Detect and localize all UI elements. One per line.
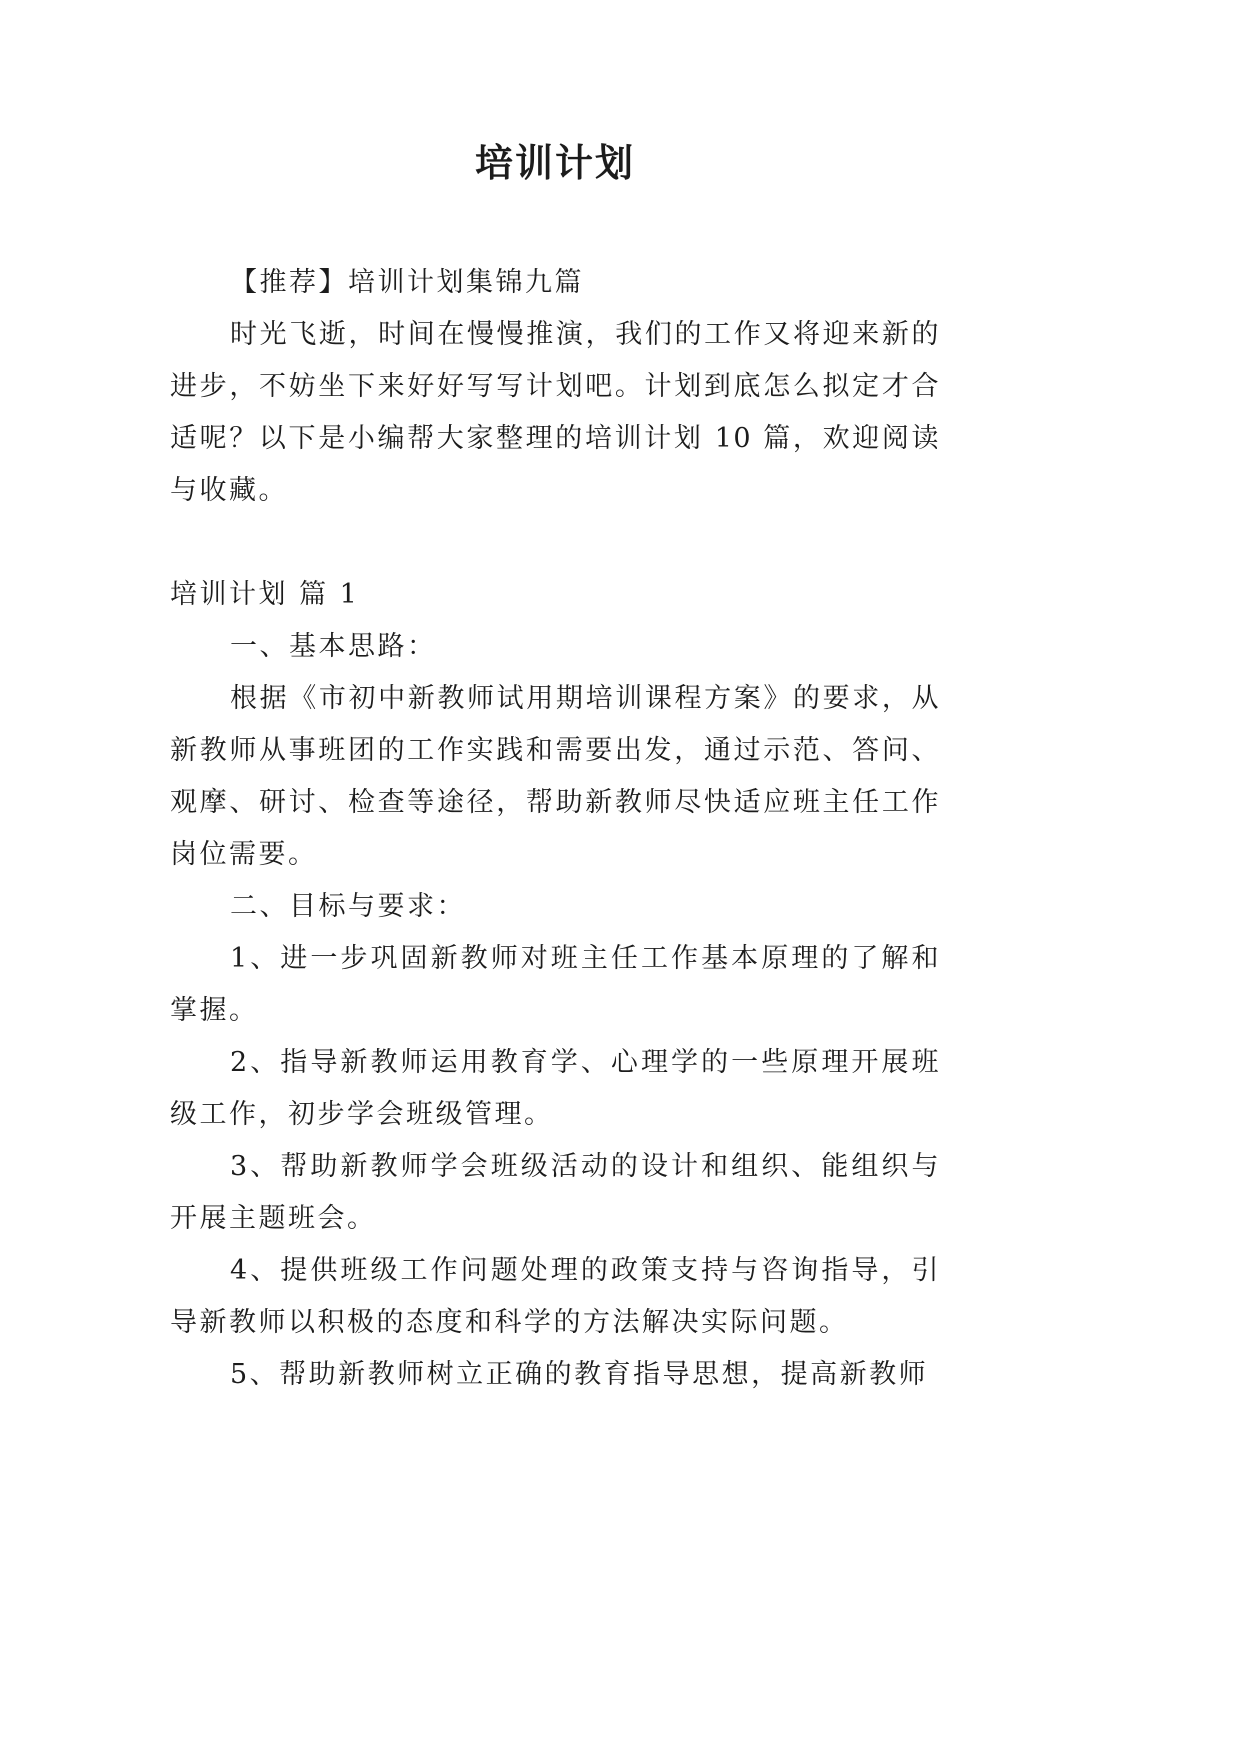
text-line: 观摩、研讨、检查等途径，帮助新教师尽快适应班主任工作 [170, 787, 940, 818]
text-line: 新教师从事班团的工作实践和需要出发，通过示范、答问、 [170, 735, 940, 766]
text-line: 根据《市初中新教师试用期培训课程方案》的要求，从 [230, 683, 940, 714]
text-line: 5、帮助新教师树立正确的教育指导思想，提高新教师 [230, 1359, 929, 1390]
text-line: 2、指导新教师运用教育学、心理学的一些原理开展班 [230, 1047, 940, 1078]
section-heading: 培训计划 篇 1 [170, 579, 360, 610]
paragraph [170, 1349, 940, 1401]
intro-paragraph [170, 309, 940, 517]
text-line: 4、提供班级工作问题处理的政策支持与咨询指导，引 [230, 1255, 940, 1286]
text-line: 3、帮助新教师学会班级活动的设计和组织、能组织与 [230, 1151, 940, 1182]
text-line: 时光飞逝，时间在慢慢推演，我们的工作又将迎来新的 [230, 319, 940, 350]
text-line: 开展主题班会。 [170, 1203, 377, 1234]
intro-recommend [170, 257, 940, 309]
paragraph [170, 933, 940, 1037]
paragraph [170, 881, 940, 933]
text-line: 岗位需要。 [170, 839, 318, 870]
paragraph [170, 1037, 940, 1141]
text-line: 一、基本思路： [230, 631, 437, 662]
text-line: 掌握。 [170, 995, 259, 1026]
text-line: 进步，不妨坐下来好好写写计划吧。计划到底怎么拟定才合 [170, 371, 940, 402]
paragraph [170, 1245, 940, 1349]
recommend-line: 【推荐】培训计划集锦九篇 [230, 267, 584, 298]
text-line: 1、进一步巩固新教师对班主任工作基本原理的了解和 [230, 943, 940, 974]
page-title: 培训计划 [474, 140, 635, 185]
text-line: 导新教师以积极的态度和科学的方法解决实际问题。 [170, 1307, 849, 1338]
paragraph [170, 1141, 940, 1245]
section [170, 569, 940, 1401]
text-line: 二、目标与要求： [230, 891, 466, 922]
document-body [170, 257, 940, 1401]
text-line: 与收藏。 [170, 475, 288, 506]
text-line: 级工作，初步学会班级管理。 [170, 1099, 554, 1130]
text-line: 适呢？以下是小编帮大家整理的培训计划 10 篇，欢迎阅读 [170, 423, 940, 454]
paragraph [170, 673, 940, 881]
paragraph [170, 621, 940, 673]
